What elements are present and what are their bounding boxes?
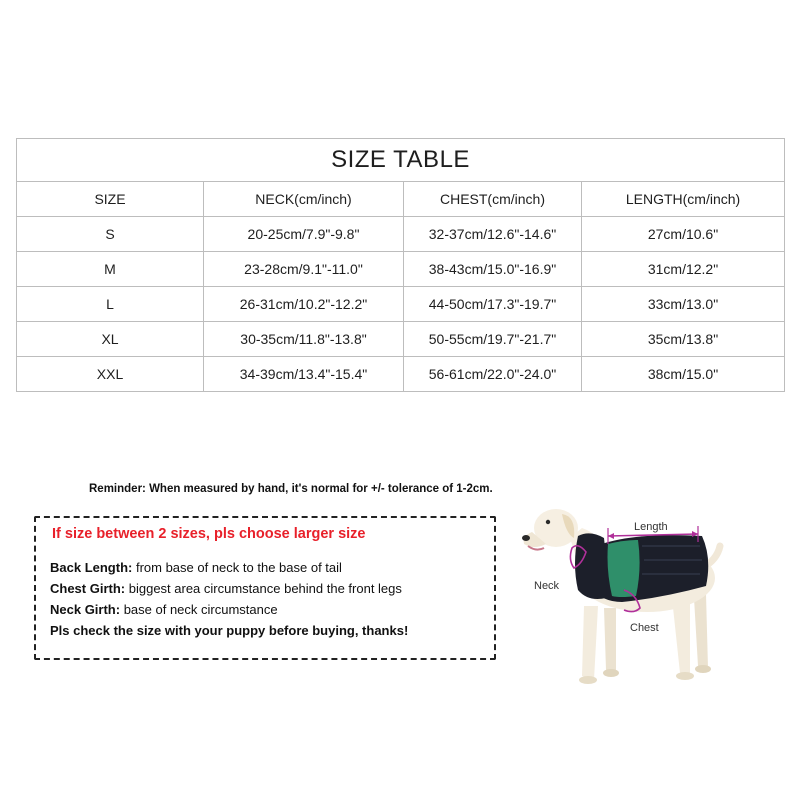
neck-label: Neck (534, 580, 560, 592)
neck-girth-text: base of neck circumstance (120, 602, 278, 617)
table-header-row (17, 182, 785, 217)
cell-length: 31cm/12.2" (582, 252, 785, 287)
table-title: SIZE TABLE (17, 139, 785, 182)
chest-girth-text: biggest area circumstance behind the front legs (125, 581, 402, 596)
neck-girth-label: Neck Girth: (50, 602, 121, 617)
cell-neck: 23-28cm/9.1"-11.0" (204, 252, 404, 287)
table-row (17, 217, 785, 252)
back-length-note (50, 560, 342, 575)
cell-length: 27cm/10.6" (582, 217, 785, 252)
table-title-row (17, 139, 785, 182)
header-neck: NECK(cm/inch) (204, 182, 404, 217)
chest-girth-note (50, 581, 402, 596)
cell-neck: 20-25cm/7.9"-9.8" (204, 217, 404, 252)
cell-size: XXL (17, 357, 204, 392)
cell-length: 38cm/15.0" (582, 357, 785, 392)
cell-chest: 44-50cm/17.3"-19.7" (404, 287, 582, 322)
cell-size: XL (17, 322, 204, 357)
cell-size: S (17, 217, 204, 252)
cell-chest: 38-43cm/15.0"-16.9" (404, 252, 582, 287)
size-table (16, 138, 785, 392)
cell-neck: 34-39cm/13.4"-15.4" (204, 357, 404, 392)
table-row (17, 357, 785, 392)
cell-length: 33cm/13.0" (582, 287, 785, 322)
table-row (17, 252, 785, 287)
cell-neck: 30-35cm/11.8"-13.8" (204, 322, 404, 357)
header-chest: CHEST(cm/inch) (404, 182, 582, 217)
reminder-text: Reminder: When measured by hand, it's normal for +/- tolerance of 1-2cm. (89, 483, 493, 495)
back-length-text: from base of neck to the base of tail (132, 560, 342, 575)
chest-girth-label: Chest Girth: (50, 581, 126, 596)
back-length-label: Back Length: (50, 560, 133, 575)
cell-size: L (17, 287, 204, 322)
cell-chest: 32-37cm/12.6"-14.6" (404, 217, 582, 252)
cell-neck: 26-31cm/10.2"-12.2" (204, 287, 404, 322)
table-row (17, 287, 785, 322)
chest-label: Chest (630, 622, 659, 634)
cell-length: 35cm/13.8" (582, 322, 785, 357)
table-row (17, 322, 785, 357)
cell-size: M (17, 252, 204, 287)
cell-chest: 50-55cm/19.7"-21.7" (404, 322, 582, 357)
size-tips-box (34, 516, 496, 660)
dog-measurement-figure (512, 498, 774, 698)
check-size-note: Pls check the size with your puppy before buying, thanks! (50, 623, 409, 638)
length-label: Length (634, 521, 668, 533)
neck-girth-note (50, 602, 278, 617)
header-size: SIZE (17, 182, 204, 217)
size-tip-heading: If size between 2 sizes, pls choose larger size (52, 526, 366, 542)
cell-chest: 56-61cm/22.0"-24.0" (404, 357, 582, 392)
header-length: LENGTH(cm/inch) (582, 182, 785, 217)
